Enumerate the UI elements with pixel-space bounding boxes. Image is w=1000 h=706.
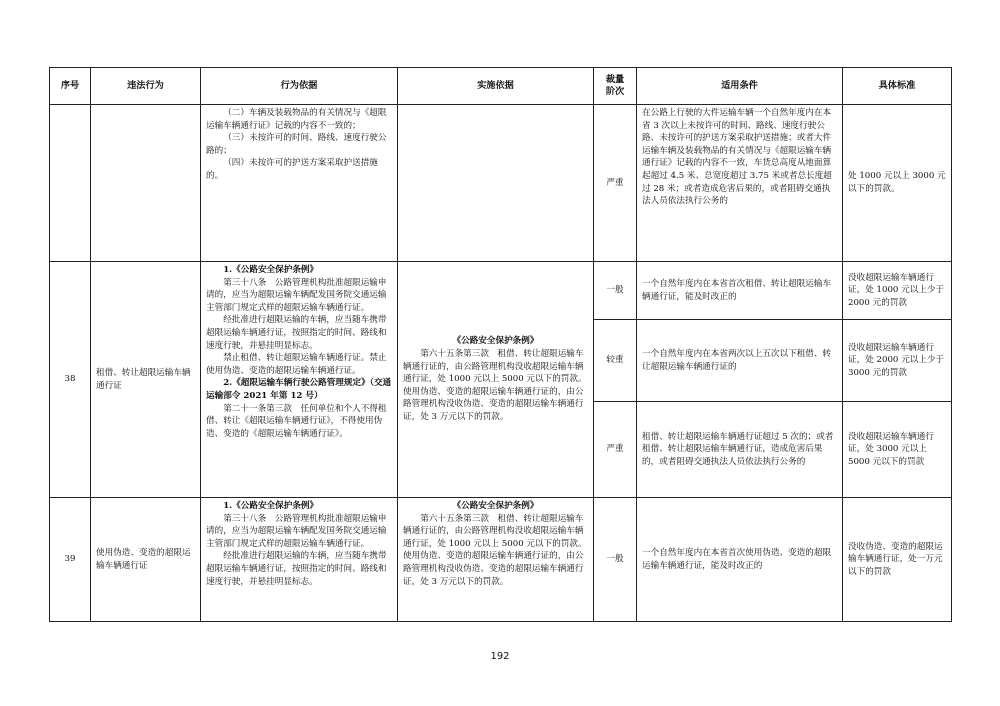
cont-basis-item: （二）车辆及装载物品的有关情况与《超限运输车辆通行证》记载的内容不一致的； (206, 108, 387, 131)
cont-impl-cell (398, 105, 594, 262)
row39-impl-cell (398, 498, 594, 622)
header-serial: 序号 (50, 68, 91, 105)
row38-standard-general: 没收超限运输车辆通行证，处 1000 元以上少于 2000 元的罚款 (843, 262, 952, 320)
header-standard: 具体标准 (843, 68, 952, 105)
row39-serial: 39 (50, 498, 91, 622)
header-level: 裁量 阶次 (594, 68, 637, 105)
row38-level-serious: 较重 (594, 320, 637, 402)
cont-level-cell: 严重 (594, 105, 637, 262)
row38-basis-heading: 2.《超限运输车辆行驶公路管理规定》（交通运输部令 2021 年第 12 号） (206, 378, 392, 401)
row38-level-general: 一般 (594, 262, 637, 320)
penalty-table (49, 67, 952, 622)
row39-impl-paragraph: 第六十五条第三款 租借、转让超限运输车辆通行证的，由公路管理机构没收超限运输车辆通行证，处 1000 元以上 5000 元以下的罚款。使用伪造、变造的超限运输车辆通行证的，由公路管理机构没收伪造、变造的超限运输车辆通行证，处 3 万元以下的罚款。 (403, 513, 587, 587)
row38-level-severe: 严重 (594, 402, 637, 498)
row39-basis-heading: 1.《公路安全保护条例》 (223, 501, 319, 511)
row39-condition: 一个自然年度内在本省首次使用伪造、变造的超限运输车辆通行证，能及时改正的 (637, 498, 843, 622)
row38-condition-general: 一个自然年度内在本省首次租借、转让超限运输车辆通行证，能及时改正的 (637, 262, 843, 320)
header-row (50, 68, 952, 105)
cont-violation-cell (91, 105, 201, 262)
row39-level: 一般 (594, 498, 637, 622)
row38-basis-paragraph: 经批准进行超限运输的车辆，应当随车携带超限运输车辆通行证，按照指定的时间、路线和速度行驶，并悬挂明显标志。 (206, 315, 387, 351)
header-violation: 违法行为 (91, 68, 201, 105)
row38-violation: 租借、转让超限运输车辆通行证 (91, 262, 201, 498)
row38-standard-serious: 没收超限运输车辆通行证，处 2000 元以上少于 3000 元的罚款 (843, 320, 952, 402)
row38-impl-heading: 《公路安全保护条例》 (452, 336, 539, 347)
row38-basis-paragraph: 第二十一条第三款 任何单位和个人不得租借、转让《超限运输车辆通行证》，不得使用伪造、变造的《超限运输车辆通行证》。 (206, 403, 387, 439)
header-basis: 行为依据 (201, 68, 398, 105)
row38-impl-paragraph: 第六十五条第三款 租借、转让超限运输车辆通行证的，由公路管理机构没收超限运输车辆通行证，处 1000 元以上 5000 元以下的罚款。使用伪造、变造的超限运输车辆通行证的，由公路管理机构没收伪造、变造的超限运输车辆通行证，处 3 万元以下的罚款。 (403, 349, 587, 422)
row38-basis-paragraph: 禁止租借、转让超限运输车辆通行证。禁止使用伪造、变造的超限运输车辆通行证。 (206, 353, 387, 376)
table-row-continued (50, 105, 952, 262)
row38-basis-heading: 1.《公路安全保护条例》 (223, 265, 319, 275)
table-row-38 (50, 262, 952, 320)
cont-serial-cell (50, 105, 91, 262)
cont-basis-cell (201, 105, 398, 262)
cont-standard-cell: 处 1000 元以上 3000 元以下的罚款。 (843, 105, 952, 262)
row39-impl-heading: 《公路安全保护条例》 (452, 501, 539, 511)
header-implementation: 实施依据 (398, 68, 594, 105)
row38-basis-cell (201, 262, 398, 498)
row39-basis-paragraph: 经批准进行超限运输的车辆，应当随车携带超限运输车辆通行证，按照指定的时间、路线和速度行驶，并悬挂明显标志。 (206, 551, 387, 587)
row38-condition-serious: 一个自然年度内在本省两次以上五次以下租借、转让超限运输车辆通行证的 (637, 320, 843, 402)
row38-standard-severe: 没收超限运输车辆通行证，处 3000 元以上 5000 元以下的罚款 (843, 402, 952, 498)
row38-basis-paragraph: 第三十八条 公路管理机构批准超限运输申请的，应当为超限运输车辆配发国务院交通运输主管部门规定式样的超限运输车辆通行证。 (206, 277, 387, 313)
row39-violation: 使用伪造、变造的超限运输车辆通行证 (91, 498, 201, 622)
page-number: 192 (490, 651, 510, 662)
header-condition: 适用条件 (637, 68, 843, 105)
row38-serial: 38 (50, 262, 91, 498)
row38-impl-cell (398, 262, 594, 498)
table-row-39 (50, 498, 952, 622)
row39-basis-cell (201, 498, 398, 622)
cont-basis-item: （三）未按许可的时间、路线、速度行驶公路的； (206, 133, 387, 156)
cont-basis-item: （四）未按许可的护送方案采取护送措施的。 (206, 158, 378, 181)
row39-basis-paragraph: 第三十八条 公路管理机构批准超限运输申请的，应当为超限运输车辆配发国务院交通运输主管部门规定式样的超限运输车辆通行证。 (206, 513, 387, 549)
row39-standard: 没收伪造、变造的超限运输车辆通行证，处一万元以下的罚款 (843, 498, 952, 622)
cont-condition-cell: 在公路上行驶的大件运输车辆一个自然年度内在本省 3 次以上未按许可的时间、路线、速度行驶公路、未按许可的护送方案采取护送措施；或者大件运输车辆及装载物品的有关情况与《超限运输车辆通行证》记载的内容不一致，车货总高度从地面算起超过 4.5 米、总宽度超过 3.75 米或者总长度超过 28 米；或者造成危害后果的，或者阻碍交通执法人员依法执行公务的 (637, 105, 843, 262)
row38-condition-severe: 租借、转让超限运输车辆通行证超过 5 次的；或者租借、转让超限运输车辆通行证，造成危害后果的，或者阻碍交通执法人员依法执行公务的 (637, 402, 843, 498)
